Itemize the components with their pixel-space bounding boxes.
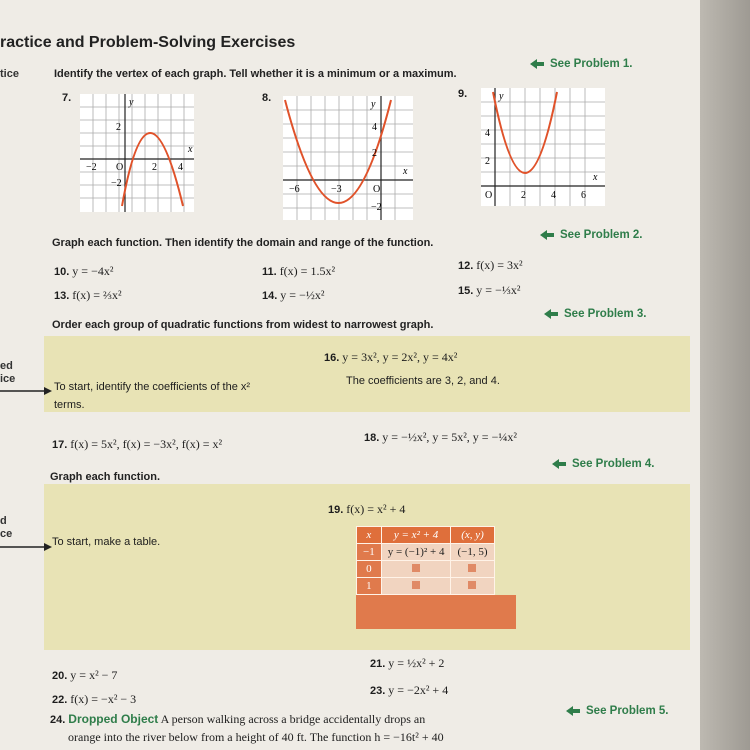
problem-24-line1 (50, 712, 425, 727)
graph-8-tick: O (373, 184, 381, 195)
graph-7-tick: 2 (116, 122, 121, 133)
problem-text: f(x) = 3x² (476, 258, 523, 272)
problem-text: y = −½x² (280, 288, 325, 302)
problem-13 (54, 288, 122, 303)
problem-20 (52, 668, 117, 683)
table-cell-blank (381, 578, 451, 595)
graph-9-tick: 2 (521, 190, 526, 201)
problem-17 (52, 437, 222, 452)
graph-8-tick: 2 (372, 148, 377, 159)
page-title: ractice and Problem-Solving Exercises (0, 34, 296, 51)
problem-16 (324, 350, 457, 365)
see-problem-2-label: See Problem 2. (560, 229, 643, 241)
problem-text: y = x² − 7 (70, 668, 118, 682)
table-footer-band (356, 595, 516, 629)
problem-number: 20. (52, 670, 68, 682)
problem-number: 19. (328, 504, 344, 516)
table-cell: (−1, 5) (451, 544, 494, 561)
instruction-widest-narrowest: Order each group of quadratic functions from widest to narrowest graph. (52, 319, 434, 331)
problem-number: 13. (54, 290, 70, 302)
blank-square-icon (468, 581, 476, 589)
side-label-practice: tice (0, 68, 19, 80)
problem-14 (262, 288, 324, 303)
blank-square-icon (468, 564, 476, 572)
graph-8-number: 8. (262, 92, 272, 104)
value-table (356, 526, 495, 595)
see-problem-4[interactable] (552, 458, 654, 470)
problem-15 (458, 283, 520, 298)
see-problem-3[interactable] (544, 308, 646, 320)
problem-number: 23. (370, 685, 386, 697)
table-cell-blank (451, 578, 494, 595)
side-label-guided: ice (0, 373, 16, 385)
problem-text: y = −2x² + 4 (388, 683, 449, 697)
graph-9 (481, 88, 605, 206)
arrow-left-icon (530, 59, 544, 69)
graph-9-number: 9. (458, 88, 468, 100)
see-problem-1-label: See Problem 1. (550, 58, 633, 70)
problem-number: 14. (262, 290, 278, 302)
problem-text: y = 3x², y = 2x², y = 4x² (342, 350, 458, 364)
guided-box-16 (44, 336, 690, 412)
problem-text: y = −½x², y = 5x², y = −¼x² (382, 430, 517, 444)
graph-7-axis-y: y (129, 97, 134, 108)
problem-text: f(x) = ⅔x² (72, 288, 122, 302)
graph-7-tick: −2 (86, 162, 97, 173)
table-cell: 0 (357, 561, 382, 578)
graph-8-axis-y: y (371, 99, 376, 110)
problem-number: 24. (50, 714, 66, 726)
arrow-right-icon (0, 542, 52, 552)
problem-text: y = −⅓x² (476, 283, 521, 297)
table-header-row (357, 527, 495, 544)
see-problem-5-label: See Problem 5. (586, 705, 669, 717)
graph-8-tick: 4 (372, 122, 377, 133)
blank-square-icon (412, 581, 420, 589)
table-cell-blank (381, 561, 451, 578)
problem-number: 11. (262, 266, 277, 278)
problem-23 (370, 683, 448, 698)
problem-24-line2: orange into the river below from a height of 40 ft. The function h = −16t² + 40 (68, 730, 444, 744)
problem-number: 16. (324, 352, 340, 364)
problem-number: 10. (54, 266, 70, 278)
hint-19: To start, make a table. (52, 536, 161, 548)
problem-text: y = ½x² + 2 (388, 656, 445, 670)
graph-7 (80, 94, 194, 212)
problem-11 (262, 264, 335, 279)
answer-16: The coefficients are 3, 2, and 4. (346, 375, 500, 387)
problem-18 (364, 430, 517, 445)
problem-number: 17. (52, 439, 68, 451)
problem-text: f(x) = −x² − 3 (70, 692, 137, 706)
graph-7-tick: 2 (152, 162, 157, 173)
hint-16-line1: To start, identify the coefficients of the x² (54, 381, 251, 393)
see-problem-4-label: See Problem 4. (572, 458, 655, 470)
problem-number: 21. (370, 658, 386, 670)
problem-text: f(x) = 1.5x² (279, 264, 336, 278)
graph-8-tick: −6 (289, 184, 300, 195)
table-row (357, 544, 495, 561)
graph-7-tick: O (116, 162, 124, 173)
side-label-guided: ce (0, 528, 13, 540)
graph-8-tick: −2 (371, 202, 382, 213)
problem-12 (458, 258, 523, 273)
problem-number: 15. (458, 285, 474, 297)
arrow-left-icon (552, 459, 566, 469)
table-header: y = x² + 4 (381, 527, 451, 544)
instruction-vertex: Identify the vertex of each graph. Tell whether it is a minimum or a maximum. (54, 68, 457, 80)
see-problem-2[interactable] (540, 229, 642, 241)
problem-22 (52, 692, 136, 707)
graph-9-axis-y: y (499, 91, 504, 102)
table-row (357, 561, 495, 578)
arrow-left-icon (540, 230, 554, 240)
hint-16-line2: terms. (54, 399, 85, 411)
arrow-right-icon (0, 386, 52, 396)
table-row (357, 578, 495, 595)
graph-7-number: 7. (62, 92, 72, 104)
arrow-left-icon (544, 309, 558, 319)
problem-text: y = −4x² (72, 264, 114, 278)
graph-9-tick: 4 (485, 128, 490, 139)
graph-7-axis-x: x (188, 144, 193, 155)
graph-8 (283, 96, 413, 220)
see-problem-1[interactable] (530, 58, 632, 70)
table-cell: y = (−1)² + 4 (381, 544, 451, 561)
side-label-guided: ed (0, 360, 13, 372)
table-cell: 1 (357, 578, 382, 595)
graph-9-tick: 4 (551, 190, 556, 201)
problem-24-title: Dropped Object (68, 712, 159, 726)
graph-9-axis-x: x (593, 172, 598, 183)
problem-number: 18. (364, 432, 380, 444)
table-cell: −1 (357, 544, 382, 561)
problem-text: f(x) = x² + 4 (346, 502, 406, 516)
graph-9-tick: O (485, 190, 493, 201)
instruction-graph-each: Graph each function. (50, 471, 161, 483)
problem-10 (54, 264, 113, 279)
table-header: (x, y) (451, 527, 494, 544)
graph-7-tick: 4 (178, 162, 183, 173)
page-edge-shadow (700, 0, 750, 750)
side-label-guided: d (0, 515, 7, 527)
problem-number: 22. (52, 694, 68, 706)
graph-8-tick: −3 (331, 184, 342, 195)
problem-24-text: A person walking across a bridge accidentally drops an (160, 712, 426, 726)
problem-21 (370, 656, 444, 671)
graph-7-tick: −2 (111, 178, 122, 189)
graph-8-axis-x: x (403, 166, 408, 177)
graph-9-tick: 2 (485, 156, 490, 167)
arrow-left-icon (566, 706, 580, 716)
problem-text: f(x) = 5x², f(x) = −3x², f(x) = x² (70, 437, 223, 451)
table-header: x (357, 527, 382, 544)
blank-square-icon (412, 564, 420, 572)
graph-9-tick: 6 (581, 190, 586, 201)
problem-19 (328, 502, 405, 517)
table-cell-blank (451, 561, 494, 578)
instruction-domain-range: Graph each function. Then identify the domain and range of the function. (52, 237, 434, 249)
problem-number: 12. (458, 260, 474, 272)
see-problem-5[interactable] (566, 705, 668, 717)
see-problem-3-label: See Problem 3. (564, 308, 647, 320)
value-table-wrapper (356, 526, 516, 629)
